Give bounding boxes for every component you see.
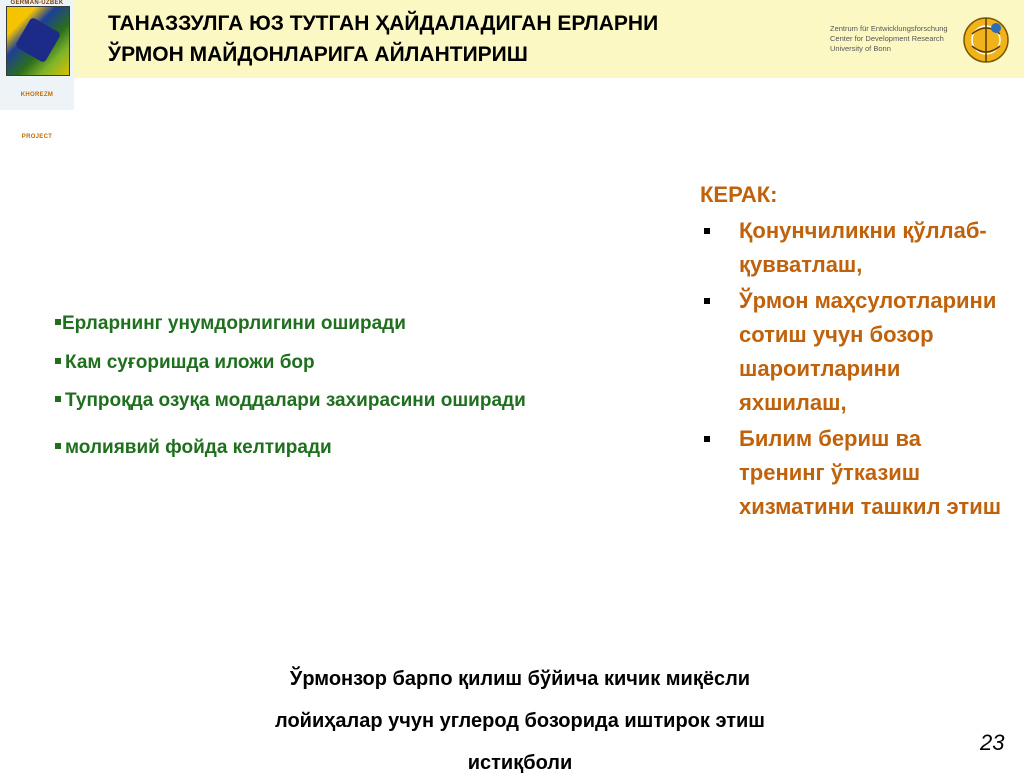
list-item: Тупроқда озуқа моддалари захирасини оширади — [55, 390, 526, 412]
list-item: молиявий фойда келтиради — [55, 437, 332, 459]
list-item: Ерларнинг унумдорлигини оширади — [55, 313, 406, 335]
title-line-2: ЎРМОН МАЙДОНЛАРИГА АЙЛАНТИРИШ — [108, 43, 528, 66]
title-line-1: ТАНАЗЗУЛГА ЮЗ ТУТГАН ҲАЙДАЛАДИГАН ЕРЛАРНИ — [108, 12, 659, 35]
zef-line-3: University of Bonn — [830, 44, 891, 53]
zef-logo-text — [830, 24, 960, 54]
project-logo — [0, 0, 74, 140]
requirements-heading: КЕРАК: — [700, 182, 778, 207]
list-item: Билим бериш ва тренинг ўтказиш хизматини ташкил этиш — [700, 422, 1010, 524]
bullet-icon — [704, 228, 710, 234]
zef-line-1: Zentrum für Entwicklungsforschung — [830, 24, 948, 33]
bullet-icon — [704, 436, 710, 442]
logo-emblem — [6, 6, 70, 76]
zef-line-2: Center for Development Research — [830, 34, 944, 43]
logo-bottom-caption: KHOREZM PROJECT — [20, 92, 54, 140]
list-item: Ўрмон маҳсулотларини сотиш учун бозор шароитларини яхшилаш, — [700, 284, 1010, 420]
bottom-line-1: Ўрмонзор барпо қилиш бўйича кичик миқёсли — [289, 668, 751, 690]
list-item: Қонунчиликни қўллаб-қувватлаш, — [700, 214, 1010, 282]
bottom-line-3: истиқболи — [467, 752, 573, 774]
requirements-block — [700, 178, 1010, 526]
bullet-icon — [55, 319, 61, 325]
bullet-icon — [55, 443, 61, 449]
bullet-icon — [55, 396, 61, 402]
logo-top-caption: GERMAN-UZBEK — [10, 0, 64, 6]
bullet-icon — [55, 358, 61, 364]
page-number: 23 — [980, 730, 1005, 755]
bullet-icon — [704, 298, 710, 304]
slide-title — [108, 8, 808, 70]
zef-globe-icon — [960, 14, 1012, 66]
list-item: Кам суғоришда иложи бор — [55, 352, 315, 374]
bottom-line-2: лойиҳалар учун углерод бозорида иштирок этиш — [275, 710, 765, 732]
bottom-statement — [190, 658, 850, 784]
